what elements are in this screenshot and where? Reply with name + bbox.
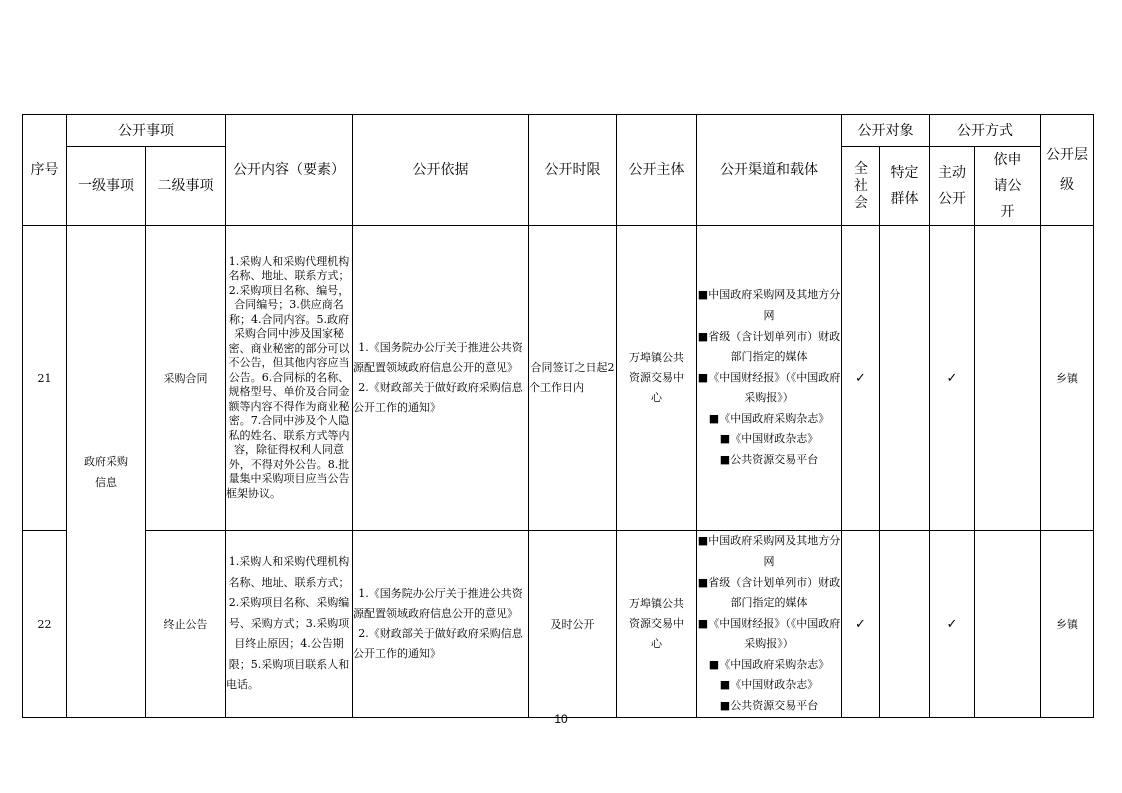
header-level2: 二级事项 <box>146 147 226 226</box>
disclosure-table <box>22 114 1094 718</box>
header-time-limit: 公开时限 <box>529 115 617 226</box>
basis-item: 2.《财政部关于做好政府采购信息公开工作的通知》 <box>353 627 523 660</box>
check-icon-target-all: ✓ <box>842 531 880 718</box>
header-method-request: 依申请公开 <box>975 147 1041 226</box>
row-content: 1.采购人和采购代理机构名称、地址、联系方式；2.采购项目名称、采购编号、采购方式；3.采购项目终止原因；4.公告期限；5.采购项目联系人和电话。 <box>226 531 353 718</box>
channel-item: ■公共资源交易平台 <box>719 453 819 467</box>
channel-item: ■《中国政府采购杂志》 <box>708 657 830 671</box>
row-seq: 21 <box>23 226 67 531</box>
channel-item: ■公共资源交易平台 <box>719 699 819 713</box>
row-subject: 万埠镇公共资源交易中心 <box>617 531 697 718</box>
channel-item: ■《中国财经报》（《中国政府采购报》） <box>697 370 841 405</box>
channel-item: ■省级（含计划单列市）财政部门指定的媒体 <box>697 575 841 610</box>
channel-item: ■《中国财政杂志》 <box>719 432 819 446</box>
row-subject: 万埠镇公共资源交易中心 <box>617 226 697 531</box>
row-time-limit: 合同签订之日起2个工作日内 <box>529 226 617 531</box>
row-time-limit: 及时公开 <box>529 531 617 718</box>
row-channel <box>697 226 842 531</box>
check-icon-target-all: ✓ <box>842 226 880 531</box>
channel-item: ■《中国政府采购杂志》 <box>708 411 830 425</box>
header-seq: 序号 <box>23 115 67 226</box>
row-level2: 终止公告 <box>146 531 226 718</box>
basis-item: 1.《国务院办公厅关于推进公共资源配置领域政府信息公开的意见》 <box>353 341 523 374</box>
header-method: 公开方式 <box>930 115 1041 147</box>
row-basis <box>353 531 529 718</box>
page-number: 10 <box>554 712 568 726</box>
channel-item: ■《中国财政杂志》 <box>719 678 819 692</box>
header-basis: 公开依据 <box>353 115 529 226</box>
header-row-1 <box>23 115 1094 147</box>
basis-item: 1.《国务院办公厅关于推进公共资源配置领域政府信息公开的意见》 <box>353 587 523 620</box>
check-icon-method-active: ✓ <box>930 531 975 718</box>
check-icon-method-active: ✓ <box>930 226 975 531</box>
row-channel <box>697 531 842 718</box>
header-subject: 公开主体 <box>617 115 697 226</box>
row-method-request <box>975 531 1041 718</box>
header-target-specific: 特定群体 <box>880 147 930 226</box>
row-content: 1.采购人和采购代理机构名称、地址、联系方式；2.采购项目名称、编号，合同编号；3.供应商名称；4.合同内容。5.政府采购合同中涉及国家秘密、商业秘密的部分可以不公告，但其他内容应当公告。6.合同标的名称、规格型号、单价及合同金额等内容不得作为商业秘密。7.合同中涉及个人隐私的姓名、联系方式等内容，除征得权利人同意外，不得对外公告。8.批量集中采购项目应当公告框架协议。 <box>226 226 353 531</box>
row-level: 乡镇 <box>1041 531 1094 718</box>
basis-item: 2.《财政部关于做好政府采购信息公开工作的通知》 <box>353 381 523 414</box>
header-method-active: 主动公开 <box>930 147 975 226</box>
channel-item: ■《中国财经报》（《中国政府采购报》） <box>697 616 841 651</box>
row-seq: 22 <box>23 531 67 718</box>
header-level1: 一级事项 <box>67 147 146 226</box>
table-row <box>23 531 1094 718</box>
header-level: 公开层级 <box>1041 115 1094 226</box>
row-basis <box>353 226 529 531</box>
row-level2: 采购合同 <box>146 226 226 531</box>
channel-item: ■省级（含计划单列市）财政部门指定的媒体 <box>697 329 841 364</box>
channel-item: ■中国政府采购网及其地方分网 <box>697 288 841 322</box>
header-content: 公开内容（要素） <box>226 115 353 226</box>
table-row <box>23 226 1094 531</box>
header-target: 公开对象 <box>842 115 930 147</box>
row-target-specific <box>880 531 930 718</box>
row-level1: 政府采购信息 <box>67 226 146 718</box>
header-target-all: 全社会 <box>842 147 880 226</box>
channel-item: ■中国政府采购网及其地方分网 <box>697 534 841 568</box>
row-target-specific <box>880 226 930 531</box>
header-channel: 公开渠道和载体 <box>697 115 842 226</box>
row-level: 乡镇 <box>1041 226 1094 531</box>
header-items: 公开事项 <box>67 115 226 147</box>
row-method-request <box>975 226 1041 531</box>
